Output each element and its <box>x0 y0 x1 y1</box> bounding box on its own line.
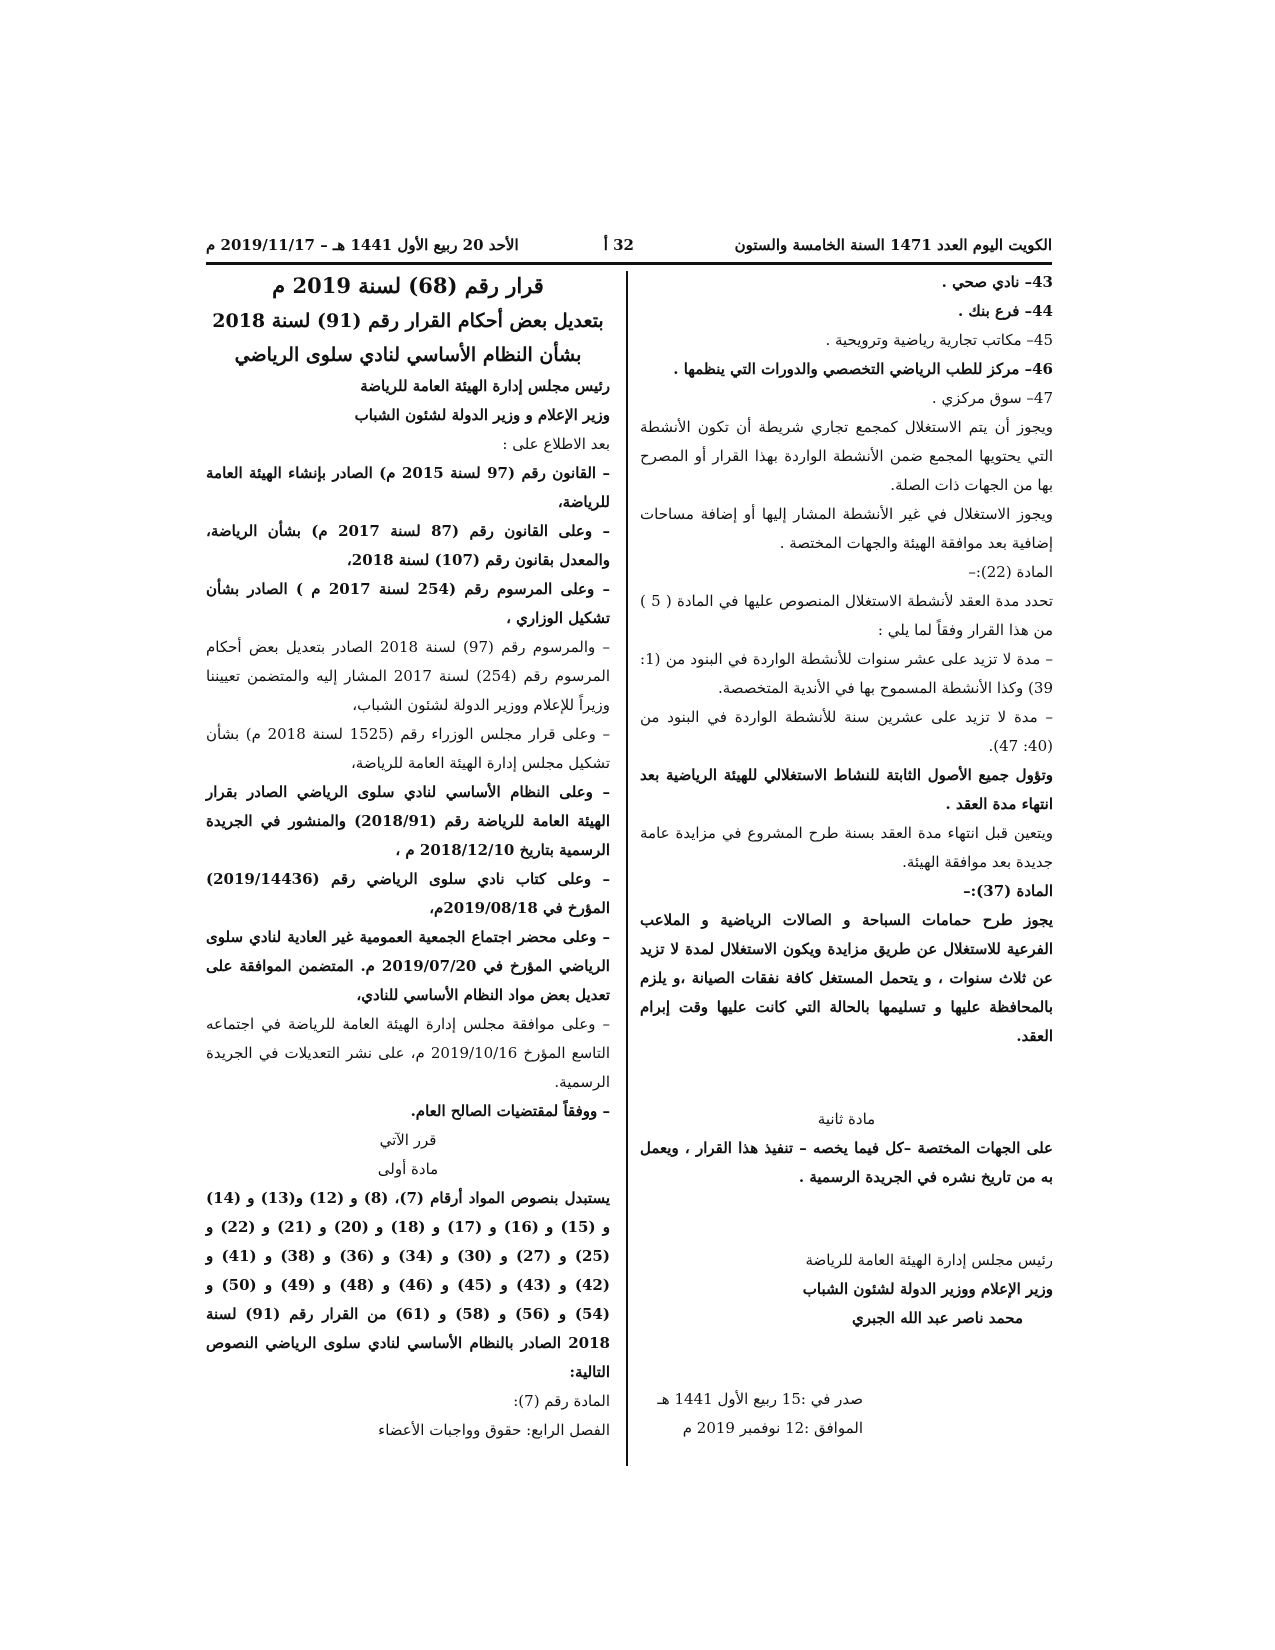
list-item: 45– مكاتب تجارية رياضية وترويحية . <box>825 331 1053 349</box>
decision-subtitle: بشأن النظام الأساسي لنادي سلوى الرياضي <box>234 344 582 366</box>
article-heading: المادة رقم (7): <box>513 1392 610 1410</box>
signature-name: محمد ناصر عبد الله الجبري <box>852 1309 1023 1327</box>
paragraph: ويجوز أن يتم الاستغلال كمجمع تجاري شريطة أن تكون الأنشطة التي يحتويها المجمع ضمن الأنشطة الواردة بهذا القرار أو المصرح بها من الجهات ذات الصلة. <box>640 418 1053 494</box>
list-item: 44– فرع بنك . <box>957 302 1053 320</box>
recital: – وعلى موافقة مجلس إدارة الهيئة العامة للرياضة في اجتماعه التاسع المؤرخ 2019/10/16 م، على نشر التعديلات في الجريدة الرسمية. <box>206 1015 610 1091</box>
recital: – والمرسوم رقم (97) لسنة 2018 الصادر بتعديل بعض أحكام المرسوم رقم (254) لسنة 2017 المشار إليه والمتضمن تعييننا وزيراً للإعلام ووزير الدولة لشئون الشباب، <box>206 638 610 714</box>
issuer: وزير الإعلام و وزير الدولة لشئون الشباب <box>354 406 610 424</box>
header-page-number: 32 أ <box>603 236 634 254</box>
issuer: رئيس مجلس إدارة الهيئة العامة للرياضة <box>360 377 610 395</box>
decided-heading: قرر الآتي <box>379 1131 437 1149</box>
header-date: الأحد 20 ربيع الأول 1441 هـ – 2019/11/17 م <box>206 236 519 254</box>
left-column <box>206 268 610 1445</box>
paragraph: يجوز طرح حمامات السباحة و الصالات الرياضية و الملاعب الفرعية للاستغلال عن طريق مزايدة ويكون الاستغلال لمدة لا تزيد عن ثلاث سنوات ، و يتحمل المستغل كافة نفقات الصيانة ،و يلزم بالمحافظة عليها و تسليمها بالحالة التي كانت عليها وقت إبرام العقد. <box>640 911 1053 1045</box>
signature-title: وزير الإعلام ووزير الدولة لشئون الشباب <box>802 1280 1053 1298</box>
recital: – ووفقاً لمقتضيات الصالح العام. <box>410 1102 610 1120</box>
article-heading: المادة (37):– <box>963 882 1053 900</box>
decision-subtitle: بتعديل بعض أحكام القرار رقم (91) لسنة 2018 <box>212 310 604 332</box>
paragraph: بعد الاطلاع على : <box>502 435 610 453</box>
list-item: 47– سوق مركزي . <box>931 389 1053 407</box>
header-gazette-info: الكويت اليوم العدد 1471 السنة الخامسة والستون <box>734 236 1052 254</box>
recital: – القانون رقم (97 لسنة 2015 م) الصادر بإنشاء الهيئة العامة للرياضة، <box>206 464 610 511</box>
page-header <box>206 236 1052 260</box>
header-rule <box>206 262 1052 265</box>
paragraph: ويتعين قبل انتهاء مدة العقد بسنة طرح المشروع في مزايدة عامة جديدة بعد موافقة الهيئة. <box>640 824 1053 871</box>
issue-date-gregorian: الموافق :12 نوفمبر 2019 م <box>682 1419 863 1437</box>
paragraph: يستبدل بنصوص المواد أرقام (7)، (8) و (12) و(13) و (14) و (15) و (16) و (17) و (18) و (20) و (21) و (22) و (25) و (27) و (30) و (34) و (36) و (38) و (41) و (42) و (43) و (45) و (46) و (48) و (49) و (50) و (54) و (56) و (58) و (61) من القرار رقم (91) لسنة 2018 الصادر بالنظام الأساسي لنادي سلوى الرياضي النصوص التالية: <box>206 1189 611 1381</box>
recital: – وعلى قرار مجلس الوزراء رقم (1525 لسنة 2018 م) بشأن تشكيل مجلس إدارة الهيئة العامة للرياضة، <box>206 725 610 772</box>
paragraph: ويجوز الاستغلال في غير الأنشطة المشار إليها أو إضافة مساحات إضافية بعد موافقة الهيئة والجهات المختصة . <box>640 505 1053 552</box>
recital: – وعلى كتاب نادي سلوى الرياضي رقم (2019/14436) المؤرخ في 2019/08/18م، <box>206 870 610 917</box>
issue-date: صدر في :15 ربيع الأول 1441 هـ <box>657 1390 863 1408</box>
decision-title: قرار رقم (68) لسنة 2019 م <box>272 273 544 298</box>
recital: – وعلى المرسوم رقم (254 لسنة 2017 م ) الصادر بشأن تشكيل الوزاري ، <box>206 580 610 627</box>
list-item: 46– مركز للطب الرياضي التخصصي والدورات التي ينظمها . <box>673 360 1053 378</box>
paragraph: على الجهات المختصة –كل فيما يخصه – تنفيذ هذا القرار ، ويعمل به من تاريخ نشره في الجريدة الرسمية . <box>640 1139 1053 1186</box>
article-heading: المادة (22):– <box>968 563 1053 581</box>
article-heading: مادة أولى <box>377 1160 439 1178</box>
bullet-item: – مدة لا تزيد على عشرين سنة للأنشطة الواردة في البنود من (40: 47). <box>640 708 1053 755</box>
chapter-heading: الفصل الرابع: حقوق وواجبات الأعضاء <box>378 1421 610 1439</box>
signature-title: رئيس مجلس إدارة الهيئة العامة للرياضة <box>805 1251 1053 1269</box>
paragraph: وتؤول جميع الأصول الثابتة للنشاط الاستغلالي للهيئة الرياضية بعد انتهاء مدة العقد . <box>640 766 1053 813</box>
recital: – وعلى محضر اجتماع الجمعية العمومية غير العادية لنادي سلوى الرياضي المؤرخ في 2019/07/20 م. المتضمن الموافقة على تعديل بعض مواد النظام الأساسي للنادي، <box>206 928 610 1004</box>
column-divider <box>626 271 628 1466</box>
article-heading: مادة ثانية <box>817 1110 876 1128</box>
list-item: 43– نادي صحي . <box>941 273 1053 291</box>
paragraph: تحدد مدة العقد لأنشطة الاستغلال المنصوص عليها في المادة ( 5 ) من هذا القرار وفقاً لما يلي : <box>640 592 1053 639</box>
bullet-item: – مدة لا تزيد على عشر سنوات للأنشطة الواردة في البنود من (1: 39) وكذا الأنشطة المسموح بها في الأندية المتخصصة. <box>640 650 1053 697</box>
right-column <box>640 268 1053 1443</box>
recital: – وعلى النظام الأساسي لنادي سلوى الرياضي الصادر بقرار الهيئة العامة للرياضة رقم (2018/91) والمنشور في الجريدة الرسمية بتاريخ 2018/12/10 م ، <box>206 783 610 859</box>
recital: – وعلى القانون رقم (87 لسنة 2017 م) بشأن الرياضة، والمعدل بقانون رقم (107) لسنة 2018، <box>206 522 611 569</box>
